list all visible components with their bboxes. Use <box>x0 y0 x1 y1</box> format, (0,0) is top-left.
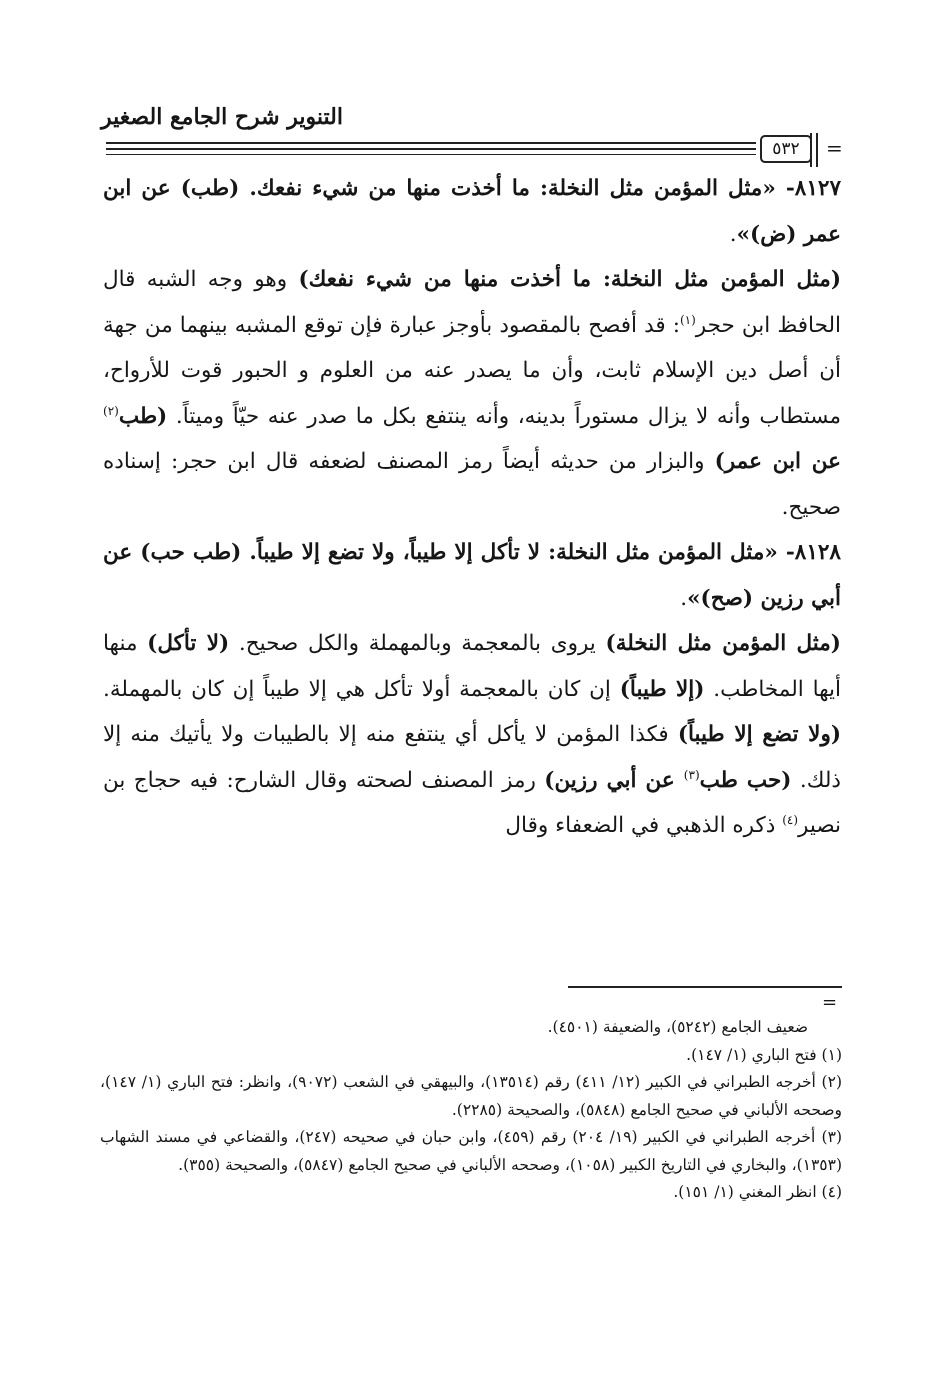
hadith-8127: ٨١٢٧- «مثل المؤمن مثل النخلة: ما أخذت منها من شيء نفعك. (طب) عن ابن عمر (ض)». <box>103 176 841 247</box>
commentary-8128: (مثل المؤمن مثل النخلة) يروى بالمعجمة وبالمهملة والكل صحيح. (لا تأكل) منها أيها المخاطب. (إلا طيباً) إن كان بالمعجمة أولا تأكل هي إلا طيباً إن كان بالمهملة. (ولا تضع إلا طيباً) فكذا المؤمن لا يأكل أي ينتفع منه إلا بالطيبات ولا يأتيك منه إلا ذلك. (حب طب$^{(٣)}$ عن أبي رزين) رمز المصنف لصحته وقال الشارح: فيه حجاج بن نصير$^{(٤)}$ ذكره الذهبي في الضعفاء وقال <box>103 631 842 838</box>
commentary-8127: (مثل المؤمن مثل النخلة: ما أخذت منها من شيء نفعك) وهو وجه الشبه قال الحافظ ابن حجر$^{(١)}$: قد أفصح بالمقصود بأوجز عبارة فإن توقع المشبه بينهما من جهة أن أصل دين الإسلام ثابت، وأن ما يصدر عنه من العلوم و الحبور قوت للأرواح، مستطاب وأنه لا يزال مستوراً بدينه، وأنه ينتفع بكل ما صدر عنه حيّاً وميتاً. (طب$^{(٢)}$ عن ابن عمر) والبزار من حديثه أيضاً رمز المصنف لضعفه قال ابن حجر: إسناده صحيح. <box>103 267 841 520</box>
running-header-title: التنوير شرح الجامع الصغير <box>101 104 343 130</box>
continuation-mark: = <box>826 136 843 160</box>
footnotes <box>100 1014 842 1207</box>
footnote-2: (٢) أخرجه الطبراني في الكبير (١٢/ ٤١١) رقم (١٣٥١٤)، والبيهقي في الشعب (٩٠٧٢)، وانظر: فتح الباري (١/ ١٤٧)، وصححه الألباني في صحيح الجامع (٥٨٤٨)، والصحيحة (٢٢٨٥). <box>100 1073 843 1119</box>
page-number: ٥٣٢ <box>760 135 812 163</box>
header-rule <box>106 148 756 150</box>
footnote-ref-1[interactable]: (١) <box>679 312 696 327</box>
header-rule <box>106 154 756 155</box>
footnote-ref-2[interactable]: (٢) <box>103 403 119 418</box>
footnote-4: (٤) انظر المغني (١/ ١٥١). <box>673 1183 842 1201</box>
main-text <box>103 166 841 849</box>
footnote-continuation-mark: = <box>822 992 838 1013</box>
header-rule <box>106 142 756 144</box>
footnote-separator <box>568 986 842 988</box>
footnote-ref-4[interactable]: (٤) <box>782 812 799 827</box>
footnote-continued: ضعيف الجامع (٥٢٤٢)، والضعيفة (٤٥٠١). <box>547 1018 808 1036</box>
footnote-ref-3[interactable]: (٣) <box>683 767 700 782</box>
hadith-8128: ٨١٢٨- «مثل المؤمن مثل النخلة: لا تأكل إلا طيباً، ولا تضع إلا طيباً. (طب حب) عن أبي رزين (صح)». <box>103 540 841 611</box>
footnote-1: (١) فتح الباري (١/ ١٤٧). <box>686 1045 842 1064</box>
footnote-3: (٣) أخرجه الطبراني في الكبير (١٩/ ٢٠٤) رقم (٤٥٩)، وابن حبان في صحيحه (٢٤٧)، والقضاعي في مسند الشهاب (١٣٥٣)، والبخاري في التاريخ الكبير (١٠٥٨)، وصححه الألباني في صحيح الجامع (٥٨٤٧)، والصحيحة (٣٥٥). <box>100 1128 842 1174</box>
